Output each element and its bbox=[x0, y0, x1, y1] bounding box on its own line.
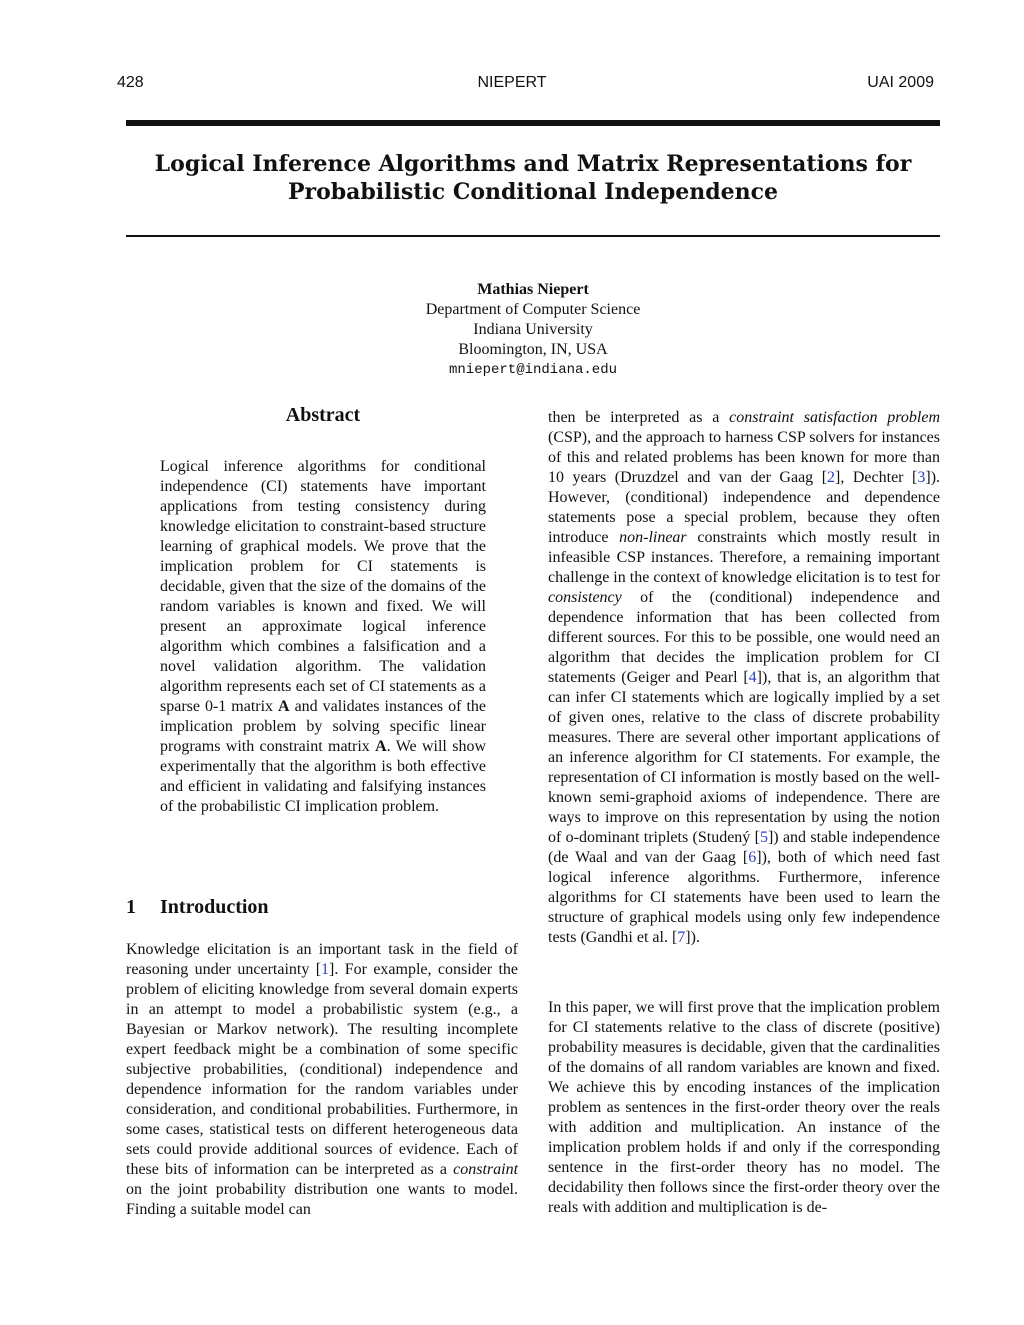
top-rule bbox=[126, 120, 940, 126]
author-name: Mathias Niepert bbox=[477, 281, 589, 298]
matrix-symbol: A bbox=[375, 738, 387, 755]
citation-link[interactable]: 7 bbox=[677, 929, 686, 946]
citation-link[interactable]: 1 bbox=[321, 961, 330, 978]
section-title: Introduction bbox=[160, 896, 269, 918]
abstract-text: Logical inference algorithms for conditional independence (CI) statements have important applications from testing consistency during knowledge elicitation to constraint-based structure learning of graphical models. We prove that the implication problem for CI statements is decidable, given that the size of the domains of the random variables is known and fixed. We will present an approximate logical inference algorithm which combines a falsification and a novel validation algorithm. The validation algorithm represents each set of CI statements as a sparse 0-1 matrix A and validates instances of the implication problem by solving specific linear programs with constraint matrix A. We will show experimentally that the algorithm is both effective and efficient in validating and falsifying instances of the probabilistic CI implication problem. bbox=[160, 458, 487, 815]
title-line-2: Probabilistic Conditional Independence bbox=[287, 179, 779, 205]
matrix-symbol: A bbox=[278, 698, 290, 715]
author-department: Department of Computer Science bbox=[425, 301, 641, 318]
section-number: 1 bbox=[126, 896, 136, 918]
page-number: 428 bbox=[117, 74, 144, 91]
citation-link[interactable]: 6 bbox=[748, 849, 757, 866]
running-head-author: NIEPERT bbox=[477, 74, 547, 91]
author-block bbox=[126, 280, 940, 380]
title-rule bbox=[126, 235, 940, 237]
citation-link[interactable]: 4 bbox=[748, 669, 757, 686]
citation-link[interactable]: 2 bbox=[827, 469, 836, 486]
citation-link[interactable]: 5 bbox=[759, 829, 768, 846]
citation-link[interactable]: 3 bbox=[917, 469, 926, 486]
author-email[interactable]: mniepert@indiana.edu bbox=[448, 362, 618, 378]
section-heading-introduction bbox=[126, 896, 269, 919]
intro-paragraph-continued: then be interpreted as a constraint satisfaction problem (CSP), and the approach to harness CSP solvers for instances of this and related problems has been known for more than 10 years (Druzdzel and van der Gaag [2], Dechter [3]). However, (conditional) independence and dependence statements pose a special problem, because they often introduce non-linear constraints which mostly result in infeasible CSP instances. Therefore, a remaining important challenge in the context of knowledge elicitation is to test for consistency of the (conditional) independence and dependence information that has been collected from different sources. For this to be possible, one would need an algorithm that decides the implication problem for CI statements (Geiger and Pearl [4]), that is, an algorithm that can infer CI statements which are logically implied by a set of given ones, relative to the class of discrete probability measures. There are several other important applications of an inference algorithm for CI statements. For example, the representation of CI information is mostly based on the well-known semi-graphoid axioms of independence. There are ways to improve on this representation by using the notion of o-dominant triplets (Studený [5]) and stable independence (de Waal and van der Gaag [6]), both of which need fast logical inference algorithms. Furthermore, inference algorithms for CI statements have been used to learn the structure of graphical models using only few independence tests (Gandhi et al. [7]). bbox=[548, 409, 941, 946]
author-institution: Indiana University bbox=[473, 321, 593, 338]
abstract-heading: Abstract bbox=[285, 404, 361, 426]
author-location: Bloomington, IN, USA bbox=[458, 341, 608, 358]
intro-paragraph-1: Knowledge elicitation is an important task in the field of reasoning under uncertainty [1]. For example, consider the problem of eliciting knowledge from several domain experts in an attempt to model a probabilistic system (e.g., a Bayesian or Markov network). The resulting incomplete expert feedback might be a combination of some specific subjective probabilities, (conditional) independence and dependence information for the random variables under consideration, and conditional probabilities. Furthermore, in some cases, statistical tests on different heterogeneous data sets could provide additional sources of evidence. Each of these bits of information can be interpreted as a constraint on the joint probability distribution one wants to model. Finding a suitable model can bbox=[126, 941, 519, 1218]
intro-paragraph-2: In this paper, we will first prove that the implication problem for CI statements relative to the class of discrete (positive) probability measures is decidable, given that the cardinalities of the domains of all random variables are known and fixed. We achieve this by encoding instances of the implication problem as sentences in the first-order theory over the reals with addition and multiplication. An instance of the implication problem holds if and only if the corresponding sentence in the first-order theory has no model. The decidability then follows since the first-order theory over the reals with addition and multiplication is de- bbox=[548, 999, 940, 1216]
paper-title bbox=[126, 150, 940, 206]
running-head-venue: UAI 2009 bbox=[867, 74, 934, 91]
title-line-1: Logical Inference Algorithms and Matrix Representations for bbox=[154, 151, 912, 177]
